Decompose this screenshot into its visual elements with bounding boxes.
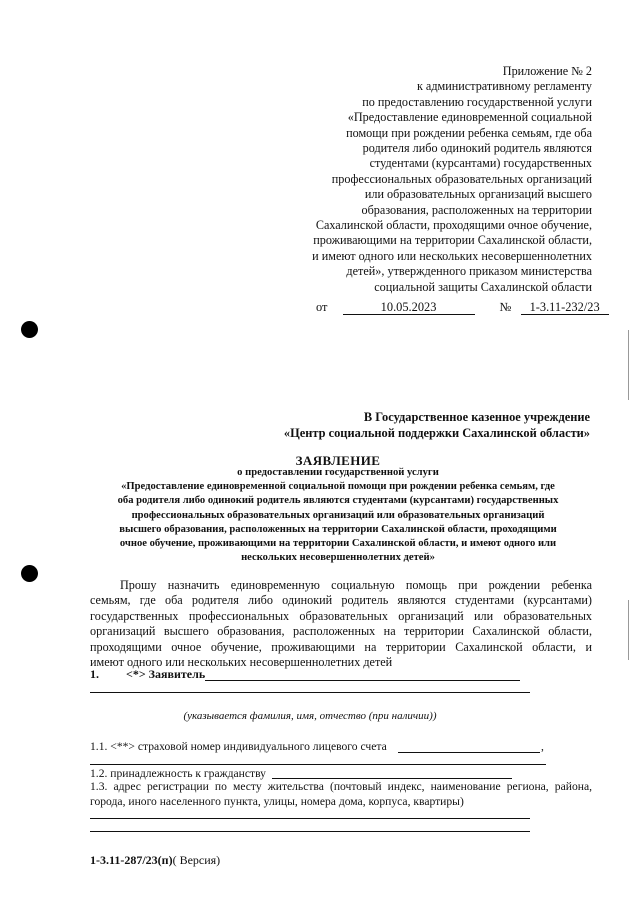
address-label-cont: города, иного населенного пункта, улицы, номера дома, корпуса, квартиры) (90, 795, 464, 808)
punch-hole-bottom (21, 565, 38, 582)
annex-line: проживающими на территории Сахалинской области, (313, 233, 592, 248)
paragraph-line: проходящими очное обучение, проживающими на территории Сахалинской области, и (90, 639, 592, 654)
document-footer (90, 853, 220, 868)
annex-line: или образовательных организаций высшего (364, 187, 592, 202)
annex-line: к административному регламенту (416, 79, 592, 94)
application-subtitle (70, 466, 606, 565)
subtitle-line: высшего образования, расположенных на территории Сахалинской области, проходящими (119, 523, 557, 535)
number-prefix: № (499, 300, 512, 314)
order-number: 1-3.11-232/23 (521, 300, 609, 315)
citizenship-input-line[interactable] (272, 778, 512, 779)
footer-version: ( Версия) (172, 853, 221, 867)
snils-input-line-2[interactable] (90, 764, 546, 765)
name-hint: (указывается фамилия, имя, отчество (при наличии)) (183, 710, 437, 722)
annex-line: детей», утвержденного приказом министерства (346, 264, 592, 279)
annex-line: помощи при рождении ребенка семьям, где оба (346, 125, 592, 140)
annex-line: родителя либо одинокий родитель являются (362, 141, 592, 156)
applicant-input-line-2[interactable] (90, 692, 530, 693)
annex-line: «Предоставление единовременной социальной (347, 110, 592, 125)
citizenship-label: 1.2. принадлежность к гражданству (90, 767, 266, 780)
annex-line: и имеют одного или нескольких несовершеннолетних (312, 248, 592, 263)
paragraph-line: Прошу назначить единовременную социальную помощь при рождении ребенка (120, 578, 592, 592)
order-date: 10.05.2023 (343, 300, 475, 315)
applicant-input-line[interactable] (205, 680, 520, 681)
paragraph-line: государственных профессиональных образовательных организаций или образовательных (90, 608, 592, 623)
snils-label: 1.1. <**> страховой номер индивидуального лицевого счета (90, 740, 387, 753)
annex-line: студентами (курсантами) государственных (369, 156, 592, 171)
subtitle-line: «Предоставление единовременной социальной помощи при рождении ребенка семьям, где (121, 481, 555, 493)
paragraph-line: организаций высшего образования, расположенных на территории Сахалинской области, (90, 624, 592, 639)
scan-edge-mark (628, 330, 629, 400)
annex-line: социальной защиты Сахалинской области (374, 279, 592, 294)
subtitle-line: нескольких несовершеннолетних детей» (241, 552, 435, 564)
annex-line: Сахалинской области, проходящими очное обучение, (315, 218, 592, 233)
subtitle-line: очное обучение, проживающими на территории Сахалинской области, и имеют одного или (119, 538, 557, 550)
applicant-label: <*> Заявитель (126, 667, 206, 681)
subtitle-line: о предоставлении государственной услуги (237, 467, 439, 478)
address-input-line-2[interactable] (90, 831, 530, 832)
subtitle-line: профессиональных образовательных организаций или образовательных организаций (131, 509, 545, 521)
address-input-line[interactable] (90, 818, 530, 819)
addressee-line: В Государственное казенное учреждение (363, 410, 590, 424)
annex-line: профессиональных образовательных организаций (331, 171, 592, 186)
request-paragraph (90, 578, 592, 670)
date-prefix: от (316, 300, 328, 314)
paragraph-line: семьям, где оба родителя либо одинокий родитель являются студентами (курсантами) (90, 593, 592, 608)
address-label: 1.3. адрес регистрации по месту жительства (почтовый индекс, наименование региона, района, (90, 780, 592, 793)
scan-edge-mark (628, 600, 629, 660)
subtitle-line: оба родителя либо одинокий родитель являются студентами (курсантами) государственных (117, 495, 559, 507)
addressee (284, 409, 590, 441)
punch-hole-top (21, 321, 38, 338)
application-title: ЗАЯВЛЕНИЕ (295, 453, 381, 468)
snils-comma: , (541, 740, 544, 753)
annex-line: Приложение № 2 (502, 64, 592, 78)
paragraph-line: имеют одного или нескольких несовершеннолетних детей (90, 655, 393, 670)
annex-line: по предоставлению государственной услуги (362, 94, 592, 109)
order-date-number (316, 300, 609, 315)
item-1-number: 1. (90, 667, 99, 681)
addressee-line: «Центр социальной поддержки Сахалинской области» (283, 426, 590, 440)
footer-code: 1-3.11-287/23(п) (90, 853, 173, 867)
snils-input-line[interactable] (398, 752, 540, 753)
annex-header (262, 64, 592, 295)
annex-line: образования, расположенных на территории (361, 202, 592, 217)
